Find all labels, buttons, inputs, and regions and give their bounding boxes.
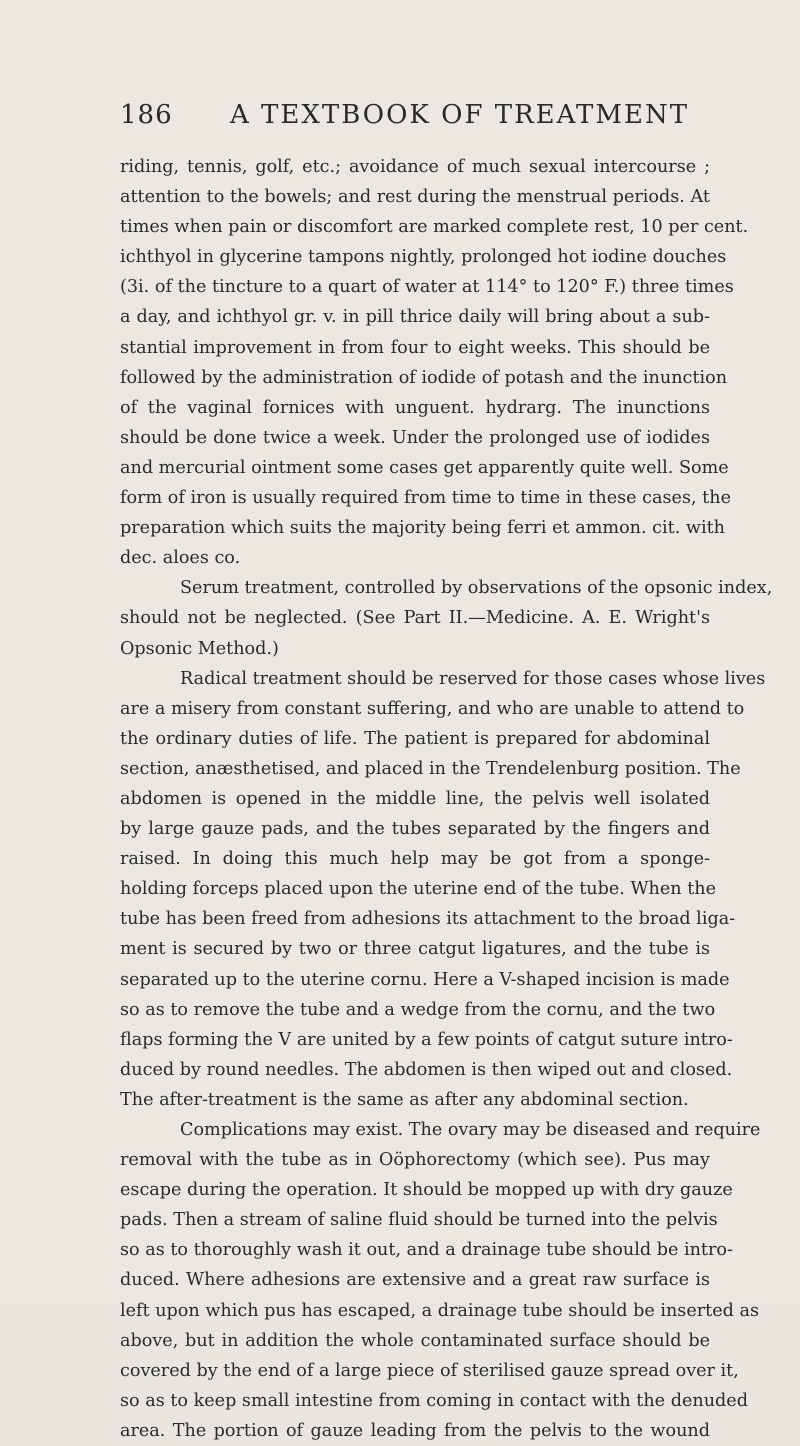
text-line: so as to remove the tube and a wedge from the cornu, and the two xyxy=(120,999,716,1020)
running-title: A TEXTBOOK OF TREATMENT xyxy=(230,100,690,130)
text-line: Opsonic Method.) xyxy=(120,638,279,659)
text-line: followed by the administration of iodide of potash and the inunction xyxy=(120,367,728,388)
text-line: times when pain or discomfort are marked complete rest, 10 per cent. xyxy=(120,217,749,238)
text-line: should be done twice a week. Under the prolonged use of iodides xyxy=(120,427,710,448)
text-line: ment is secured by two or three catgut ligatures, and the tube is xyxy=(120,939,710,960)
text-line: Complications may exist. The ovary may be diseased and require xyxy=(180,1120,761,1140)
text-line: holding forceps placed upon the uterine end of the tube. When the xyxy=(120,879,717,900)
text-line: dec. aloes co. xyxy=(120,548,241,569)
text-line: The after-treatment is the same as after any abdominal section. xyxy=(120,1089,689,1110)
text-line: separated up to the uterine cornu. Here a V-shaped incision is made xyxy=(120,969,730,990)
text-line: and mercurial ointment some cases get apparently quite well. Some xyxy=(120,457,729,478)
text-line: ichthyol in glycerine tampons nightly, prolonged hot iodine douches xyxy=(120,247,727,268)
text-line: escape during the operation. It should be mopped up with dry gauze xyxy=(120,1180,733,1201)
text-line: should not be neglected. (See Part II.—Medicine. A. E. Wright's xyxy=(120,608,710,629)
text-line: covered by the end of a large piece of sterilised gauze spread over it, xyxy=(120,1360,739,1381)
text-line: form of iron is usually required from time to time in these cases, the xyxy=(120,488,731,509)
text-line: the ordinary duties of life. The patient is prepared for abdominal xyxy=(120,728,710,749)
text-line: above, but in addition the whole contaminated surface should be xyxy=(120,1330,710,1351)
text-line: area. The portion of gauze leading from the pelvis to the wound xyxy=(120,1420,710,1441)
text-line: Serum treatment, controlled by observations of the opsonic index, xyxy=(180,578,773,599)
body-text xyxy=(120,152,773,1446)
text-line: of the vaginal fornices with unguent. hydrarg. The inunctions xyxy=(120,397,710,418)
text-line: flaps forming the V are united by a few points of catgut suture intro- xyxy=(120,1029,733,1050)
text-line: preparation which suits the majority being ferri et ammon. cit. with xyxy=(120,518,725,539)
page-number: 186 xyxy=(120,100,173,130)
text-line: a day, and ichthyol gr. v. in pill thrice daily will bring about a sub- xyxy=(120,307,710,328)
text-line: stantial improvement in from four to eight weeks. This should be xyxy=(120,337,710,358)
running-head xyxy=(120,100,720,140)
text-line: tube has been freed from adhesions its attachment to the broad liga- xyxy=(120,909,736,930)
text-line: raised. In doing this much help may be got from a sponge- xyxy=(120,849,710,870)
text-line: (3i. of the tincture to a quart of water at 114° to 120° F.) three times xyxy=(120,277,734,298)
text-line: by large gauze pads, and the tubes separated by the fingers and xyxy=(120,819,710,840)
text-line: duced. Where adhesions are extensive and a great raw surface is xyxy=(120,1270,710,1291)
text-line: riding, tennis, golf, etc.; avoidance of much sexual intercourse ; xyxy=(120,157,710,177)
text-line: removal with the tube as in Oöphorectomy (which see). Pus may xyxy=(120,1150,710,1171)
text-line: pads. Then a stream of saline fluid should be turned into the pelvis xyxy=(120,1210,718,1231)
text-line: abdomen is opened in the middle line, the pelvis well isolated xyxy=(120,788,710,809)
text-line: so as to thoroughly wash it out, and a drainage tube should be intro- xyxy=(120,1240,733,1261)
text-line: attention to the bowels; and rest during the menstrual periods. At xyxy=(120,187,710,208)
text-line: left upon which pus has escaped, a drainage tube should be inserted as xyxy=(120,1300,760,1321)
text-line: so as to keep small intestine from coming in contact with the denuded xyxy=(120,1390,748,1411)
text-line: duced by round needles. The abdomen is then wiped out and closed. xyxy=(120,1059,733,1080)
text-line: Radical treatment should be reserved for those cases whose lives xyxy=(180,668,766,689)
text-line: are a misery from constant suffering, and who are unable to attend to xyxy=(120,698,745,719)
text-line: section, anæsthetised, and placed in the Trendelenburg position. The xyxy=(120,758,741,779)
